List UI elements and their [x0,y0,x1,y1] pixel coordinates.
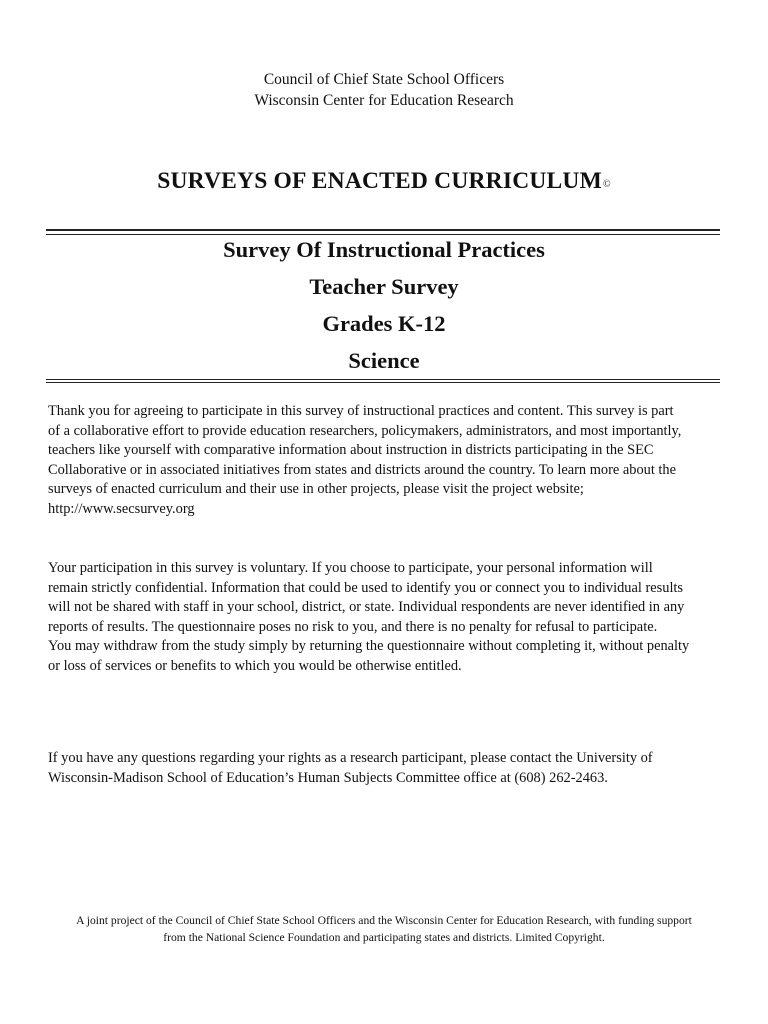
survey-name: Survey Of Instructional Practices [223,237,545,262]
paragraph-line: reports of results. The questionnaire poses no risk to you, and there is no penalty for refusal to participate. [48,618,658,635]
title-divider-top [46,229,720,235]
survey-grades: Grades K-12 [322,311,446,336]
paragraph-line: will not be shared with staff in your school, district, or state. Individual respondents are never identified in any [48,599,685,615]
paragraph-line: Thank you for agreeing to participate in this survey of instructional practices and content. This survey is part [48,403,674,419]
paragraph-line: of a collaborative effort to provide education researchers, policymakers, administrators, and most importantly, [48,422,682,439]
paragraph-line: Collaborative or in associated initiatives from states and districts around the country. To learn more about the [48,461,677,478]
paragraph-line: remain strictly confidential. Information that could be used to identify you or connect you to individual results [48,579,684,596]
paragraph-line: or loss of services or benefits to which you would be otherwise entitled. [48,657,462,674]
title-divider-bottom [46,379,720,383]
document-title-text: SURVEYS OF ENACTED CURRICULUM [157,168,602,194]
project-website-link[interactable]: http://www.secsurvey.org [48,500,195,517]
footer-note [0,912,768,946]
footer-line: A joint project of the Council of Chief State School Officers and the Wisconsin Center for Education Research, with funding support [76,914,692,927]
org-name-ccsso: Council of Chief State School Officers [263,71,505,88]
participation-paragraph [48,559,728,676]
survey-subject: Science [348,348,420,373]
paragraph-line: You may withdraw from the study simply by returning the questionnaire without completing it, without penalty [48,638,690,654]
survey-type: Teacher Survey [309,274,459,299]
contact-paragraph [48,749,728,788]
footer-line: from the National Science Foundation and participating states and districts. Limited Copyright. [163,931,605,944]
document-title [0,168,768,195]
paragraph-line: surveys of enacted curriculum and their use in other projects, please visit the project website; [48,481,584,497]
paragraph-line: If you have any questions regarding your rights as a research participant, please contact the University of [48,750,653,766]
paragraph-line: Your participation in this survey is voluntary. If you choose to participate, your personal information will [48,560,653,576]
copyright-symbol: © [602,179,611,190]
paragraph-line: Wisconsin-Madison School of Education’s Human Subjects Committee office at (608) 262-2463. [48,769,608,786]
intro-paragraph [48,402,728,519]
org-name-wcer: Wisconsin Center for Education Research [254,92,514,109]
paragraph-line: teachers like yourself with comparative information about instruction in districts participating in the SEC [48,442,654,458]
